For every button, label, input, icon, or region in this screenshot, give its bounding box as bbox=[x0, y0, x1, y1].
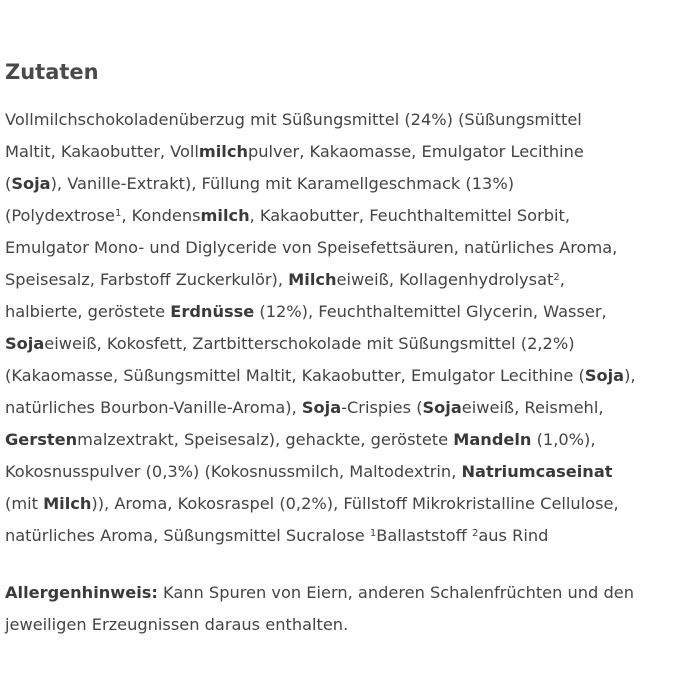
allergen-highlight: Natriumcaseinat bbox=[461, 462, 613, 481]
allergen-highlight: Soja bbox=[11, 174, 51, 193]
text-segment: ), Vanille-Extrakt), Füllung mit Karamellgeschmack (13%) bbox=[50, 174, 515, 193]
allergen-highlight: milch bbox=[198, 142, 248, 161]
ingredients-line bbox=[5, 456, 695, 488]
section-heading: Zutaten bbox=[5, 60, 99, 84]
allergen-line bbox=[5, 577, 695, 609]
text-segment: ), bbox=[624, 366, 636, 385]
text-segment: Kann Spuren von Eiern, anderen Schalenfrüchten und den bbox=[157, 583, 634, 602]
ingredients-line bbox=[5, 296, 695, 328]
text-segment: Vollmilchschokoladenüberzug mit Süßungsmittel (24%) (Süßungsmittel bbox=[5, 110, 582, 129]
text-segment: (mit bbox=[5, 494, 44, 513]
text-segment: pulver, Kakaomasse, Emulgator Lecithine bbox=[247, 142, 584, 161]
text-segment: (12%), Feuchthaltemittel Glycerin, Wasser, bbox=[254, 302, 607, 321]
text-segment: , Kakaobutter, Feuchthaltemittel Sorbit, bbox=[249, 206, 571, 225]
text-segment: eiweiß, Reismehl, bbox=[461, 398, 604, 417]
text-segment: Ballaststoff bbox=[376, 526, 472, 545]
allergen-highlight: Milch bbox=[288, 270, 337, 289]
footnote-marker: 1 bbox=[369, 528, 377, 539]
ingredients-line bbox=[5, 200, 695, 232]
text-segment: Maltit, Kakaobutter, Voll bbox=[5, 142, 199, 161]
allergen-highlight: Allergenhinweis: bbox=[5, 583, 158, 602]
text-segment: , Kondens bbox=[121, 206, 201, 225]
text-segment: jeweiligen Erzeugnissen daraus enthalten. bbox=[5, 615, 349, 634]
text-segment: Speisesalz, Farbstoff Zuckerkulör), bbox=[5, 270, 289, 289]
text-segment: natürliches Bourbon-Vanille-Aroma), bbox=[5, 398, 302, 417]
allergen-highlight: Milch bbox=[43, 494, 92, 513]
text-segment: )), Aroma, Kokosraspel (0,2%), Füllstoff Mikrokristalline Cellulose, bbox=[91, 494, 619, 513]
text-segment: natürliches Aroma, Süßungsmittel Sucralose bbox=[5, 526, 370, 545]
allergen-highlight: Erdnüsse bbox=[170, 302, 255, 321]
ingredients-line bbox=[5, 424, 695, 456]
text-segment: (Polydextrose bbox=[5, 206, 115, 225]
text-segment: halbierte, geröstete bbox=[5, 302, 171, 321]
allergen-highlight: Mandeln bbox=[453, 430, 532, 449]
allergen-highlight: Soja bbox=[5, 334, 45, 353]
allergen-notice bbox=[5, 577, 695, 641]
text-segment: (Kakaomasse, Süßungsmittel Maltit, Kakaobutter, Emulgator Lecithine ( bbox=[5, 366, 585, 385]
footnote-marker: 1 bbox=[114, 208, 122, 219]
allergen-highlight: Soja bbox=[422, 398, 462, 417]
footnote-marker: 2 bbox=[553, 272, 560, 283]
ingredients-line bbox=[5, 392, 695, 424]
allergen-highlight: Soja bbox=[584, 366, 625, 385]
ingredients-line bbox=[5, 232, 695, 264]
text-segment: (1,0%), bbox=[531, 430, 596, 449]
ingredients-line bbox=[5, 520, 695, 552]
text-segment: , bbox=[559, 270, 565, 289]
text-segment: Kokosnusspulver (0,3%) (Kokosnussmilch, Maltodextrin, bbox=[5, 462, 462, 481]
text-segment: Emulgator Mono- und Diglyceride von Speisefettsäuren, natürliches Aroma, bbox=[5, 238, 618, 257]
footnote-marker: 2 bbox=[471, 528, 479, 539]
ingredients-line bbox=[5, 136, 695, 168]
text-segment: aus Rind bbox=[478, 526, 549, 545]
text-segment: -Crispies ( bbox=[341, 398, 423, 417]
text-segment: malzextrakt, Speisesalz), gehackte, geröstete bbox=[77, 430, 454, 449]
text-segment: eiweiß, Kokosfett, Zartbitterschokolade mit Süßungsmittel (2,2%) bbox=[44, 334, 575, 353]
ingredients-line bbox=[5, 488, 695, 520]
text-segment: ( bbox=[5, 174, 12, 193]
ingredients-text bbox=[5, 104, 695, 552]
allergen-line bbox=[5, 609, 695, 641]
ingredients-line bbox=[5, 328, 695, 360]
allergen-highlight: Soja bbox=[301, 398, 342, 417]
ingredients-line bbox=[5, 360, 695, 392]
allergen-highlight: milch bbox=[200, 206, 250, 225]
text-segment: eiweiß, Kollagenhydrolysat bbox=[336, 270, 554, 289]
ingredients-line bbox=[5, 168, 695, 200]
ingredients-line bbox=[5, 264, 695, 296]
allergen-highlight: Gersten bbox=[5, 430, 78, 449]
ingredients-line bbox=[5, 104, 695, 136]
